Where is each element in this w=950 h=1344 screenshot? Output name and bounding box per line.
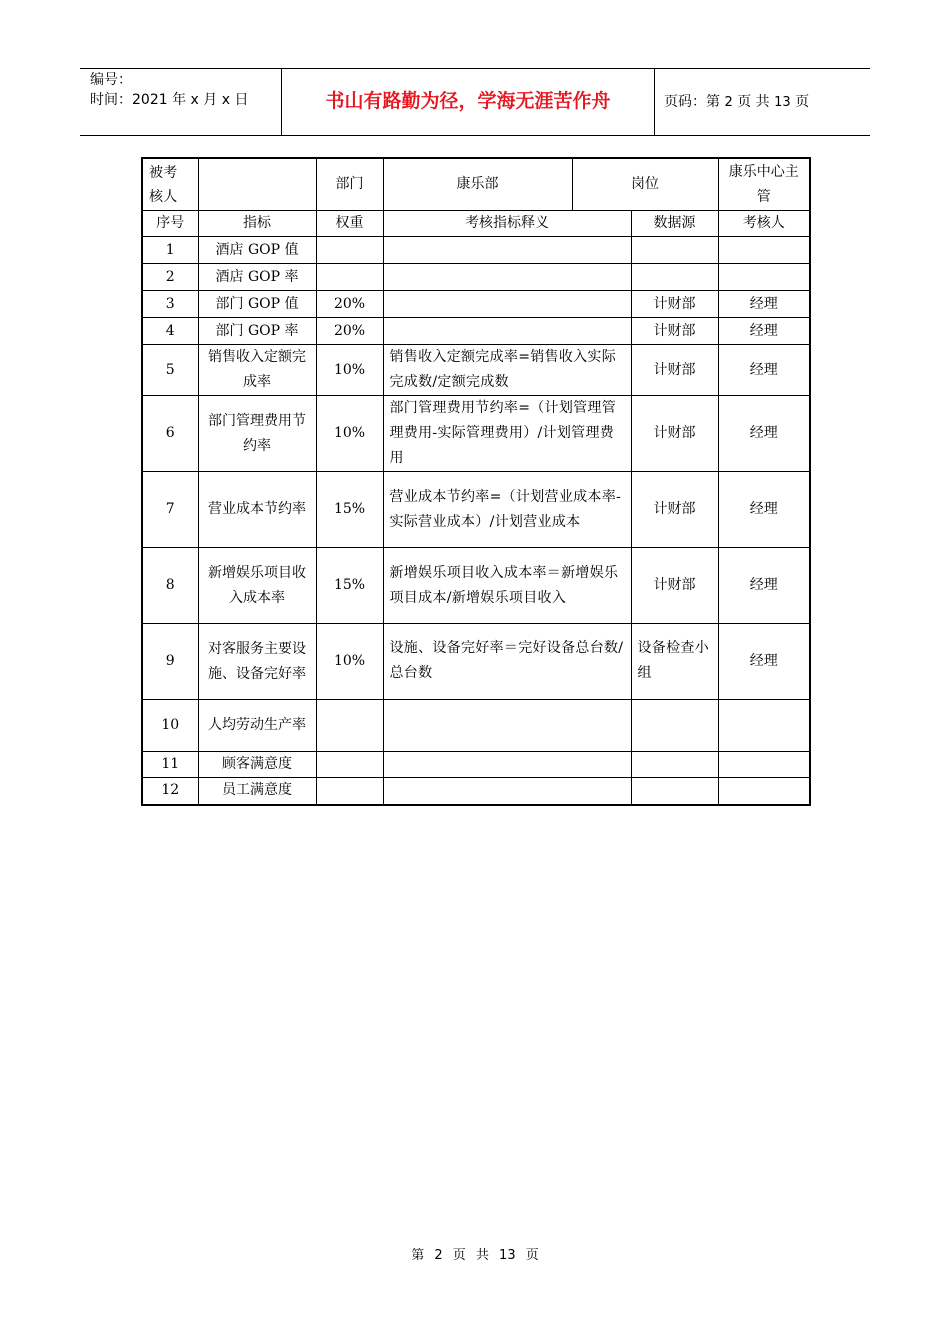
column-header: 考核指标释义 bbox=[383, 211, 631, 237]
indicator-cell: 人均劳动生产率 bbox=[198, 700, 316, 752]
column-header: 权重 bbox=[316, 211, 383, 237]
assessor-cell bbox=[718, 752, 810, 778]
definition-cell bbox=[383, 237, 631, 264]
page-footer: 第 2 页 共 13 页 bbox=[411, 1248, 539, 1263]
source-cell bbox=[631, 700, 718, 752]
source-cell: 设备检查小组 bbox=[631, 624, 718, 700]
indicator-cell: 部门管理费用节约率 bbox=[198, 396, 316, 472]
column-header: 考核人 bbox=[718, 211, 810, 237]
assessor-cell: 经理 bbox=[718, 624, 810, 700]
row-number: 4 bbox=[142, 318, 198, 345]
weight-cell: 10% bbox=[316, 345, 383, 396]
definition-cell bbox=[383, 700, 631, 752]
row-number: 3 bbox=[142, 291, 198, 318]
page-current: 2 bbox=[724, 95, 733, 110]
row-number: 1 bbox=[142, 237, 198, 264]
definition-cell bbox=[383, 264, 631, 291]
table-row bbox=[142, 318, 810, 345]
definition-cell bbox=[383, 778, 631, 805]
assessor-cell: 经理 bbox=[718, 345, 810, 396]
weight-cell: 15% bbox=[316, 472, 383, 548]
weight-cell: 20% bbox=[316, 291, 383, 318]
assessor-cell: 经理 bbox=[718, 396, 810, 472]
page-prefix: 页码：第 bbox=[664, 94, 720, 110]
page-suffix: 页 bbox=[795, 94, 810, 110]
definition-cell: 设施、设备完好率＝完好设备总台数/总台数 bbox=[383, 624, 631, 700]
row-number: 8 bbox=[142, 548, 198, 624]
source-cell: 计财部 bbox=[631, 472, 718, 548]
table-row bbox=[142, 291, 810, 318]
source-cell bbox=[631, 264, 718, 291]
page-mid: 页 共 bbox=[737, 94, 770, 110]
assessor-cell bbox=[718, 700, 810, 752]
weight-cell bbox=[316, 237, 383, 264]
indicator-cell: 部门 GOP 值 bbox=[198, 291, 316, 318]
column-header: 序号 bbox=[142, 211, 198, 237]
row-number: 10 bbox=[142, 700, 198, 752]
row-number: 12 bbox=[142, 778, 198, 805]
table-row bbox=[142, 237, 810, 264]
department-value: 康乐部 bbox=[384, 159, 573, 210]
source-cell: 计财部 bbox=[631, 345, 718, 396]
row-number: 7 bbox=[142, 472, 198, 548]
indicator-cell: 酒店 GOP 值 bbox=[198, 237, 316, 264]
department-label: 部门 bbox=[316, 158, 383, 211]
assessor-cell: 经理 bbox=[718, 318, 810, 345]
table-row bbox=[142, 345, 810, 396]
header-page-indicator bbox=[664, 92, 809, 113]
source-cell: 计财部 bbox=[631, 291, 718, 318]
weight-cell bbox=[316, 778, 383, 805]
source-cell bbox=[631, 752, 718, 778]
table-row bbox=[142, 396, 810, 472]
source-cell bbox=[631, 778, 718, 805]
examinee-value bbox=[198, 158, 316, 211]
table-row bbox=[142, 752, 810, 778]
definition-cell bbox=[383, 291, 631, 318]
assessor-cell bbox=[718, 237, 810, 264]
column-header-row bbox=[142, 211, 810, 237]
assessor-cell bbox=[718, 264, 810, 291]
kpi-assessment-table bbox=[141, 157, 811, 806]
source-cell: 计财部 bbox=[631, 318, 718, 345]
table-row bbox=[142, 472, 810, 548]
definition-cell: 销售收入定额完成率=销售收入实际完成数/定额完成数 bbox=[383, 345, 631, 396]
column-header: 数据源 bbox=[631, 211, 718, 237]
indicator-cell: 部门 GOP 率 bbox=[198, 318, 316, 345]
table-row bbox=[142, 700, 810, 752]
assessor-cell: 经理 bbox=[718, 291, 810, 318]
weight-cell: 15% bbox=[316, 548, 383, 624]
header-motto: 书山有路勤为径，学海无涯苦作舟 bbox=[325, 90, 611, 112]
weight-cell bbox=[316, 264, 383, 291]
definition-cell: 新增娱乐项目收入成本率＝新增娱乐项目成本/新增娱乐项目收入 bbox=[383, 548, 631, 624]
definition-cell bbox=[383, 752, 631, 778]
table-header-info-row bbox=[142, 158, 810, 211]
table-row bbox=[142, 548, 810, 624]
indicator-cell: 销售收入定额完成率 bbox=[198, 345, 316, 396]
row-number: 2 bbox=[142, 264, 198, 291]
indicator-cell: 员工满意度 bbox=[198, 778, 316, 805]
header-divider bbox=[654, 68, 655, 135]
definition-cell bbox=[383, 318, 631, 345]
column-header: 指标 bbox=[198, 211, 316, 237]
indicator-cell: 营业成本节约率 bbox=[198, 472, 316, 548]
document-number-label: 编号： bbox=[90, 72, 132, 88]
header-top-rule bbox=[80, 68, 870, 69]
header-bottom-rule bbox=[80, 135, 870, 136]
header-divider bbox=[281, 68, 282, 135]
assessor-cell bbox=[718, 778, 810, 805]
weight-cell: 10% bbox=[316, 396, 383, 472]
indicator-cell: 酒店 GOP 率 bbox=[198, 264, 316, 291]
page-total: 13 bbox=[774, 95, 791, 110]
assessor-cell: 经理 bbox=[718, 548, 810, 624]
row-number: 11 bbox=[142, 752, 198, 778]
department-post-subtable bbox=[384, 159, 718, 210]
document-time: 时间：2021 年 x 月 x 日 bbox=[90, 92, 249, 108]
indicator-cell: 新增娱乐项目收入成本率 bbox=[198, 548, 316, 624]
definition-cell: 部门管理费用节约率=（计划管理管理费用-实际管理费用）/计划管理费用 bbox=[383, 396, 631, 472]
weight-cell bbox=[316, 752, 383, 778]
weight-cell: 10% bbox=[316, 624, 383, 700]
post-label: 岗位 bbox=[631, 176, 659, 192]
table-row bbox=[142, 624, 810, 700]
indicator-cell: 对客服务主要设施、设备完好率 bbox=[198, 624, 316, 700]
row-number: 6 bbox=[142, 396, 198, 472]
post-value: 康乐中心主管 bbox=[718, 158, 810, 211]
weight-cell: 20% bbox=[316, 318, 383, 345]
row-number: 5 bbox=[142, 345, 198, 396]
source-cell: 计财部 bbox=[631, 396, 718, 472]
source-cell bbox=[631, 237, 718, 264]
table-row bbox=[142, 778, 810, 805]
definition-cell: 营业成本节约率=（计划营业成本率-实际营业成本）/计划营业成本 bbox=[383, 472, 631, 548]
row-number: 9 bbox=[142, 624, 198, 700]
department-post-cell bbox=[383, 158, 718, 211]
table-row bbox=[142, 264, 810, 291]
indicator-cell: 顾客满意度 bbox=[198, 752, 316, 778]
examinee-label: 被考核人 bbox=[142, 158, 198, 211]
assessor-cell: 经理 bbox=[718, 472, 810, 548]
header-meta bbox=[90, 70, 278, 110]
weight-cell bbox=[316, 700, 383, 752]
source-cell: 计财部 bbox=[631, 548, 718, 624]
